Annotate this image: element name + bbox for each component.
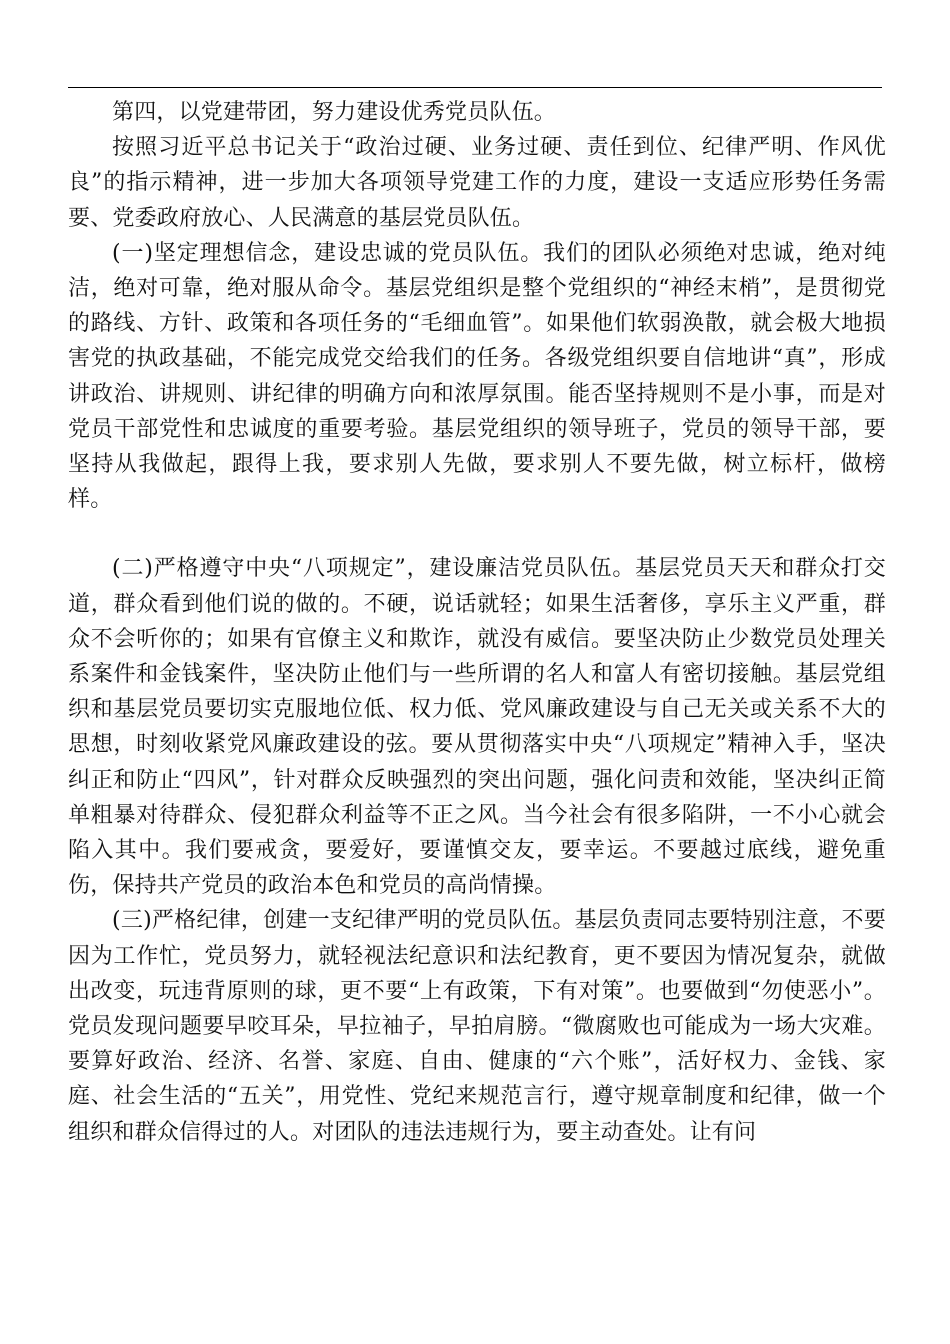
paragraph-point-2: (二)严格遵守中央“八项规定”，建设廉洁党员队伍。基层党员天天和群众打交道，群众看到他们说的做的。不硬，说话就轻；如果生活奢侈，享乐主义严重，群众不会听你的；如果有官僚主义和欺诈，就没有威信。要坚决防止少数党员处理关系案件和金钱案件，坚决防止他们与一些所谓的名人和富人有密切接触。基层党组织和基层党员要切实克服地位低、权力低、党风廉政建设与自己无关或关系不大的思想，时刻收紧党风廉政建设的弦。要从贯彻落实中央“八项规定”精神入手，坚决纠正和防止“四风”，针对群众反映强烈的突出问题，强化问责和效能，坚决纠正简单粗暴对待群众、侵犯群众利益等不正之风。当今社会有很多陷阱，一不小心就会陷入其中。我们要戒贪，要爱好，要谨慎交友，要幸运。不要越过底线，避免重伤，保持共产党员的政治本色和党员的高尚情操。 bbox=[68, 556, 886, 899]
paragraph-point-1: (一)坚定理想信念，建设忠诚的党员队伍。我们的团队必须绝对忠诚，绝对纯洁，绝对可靠，绝对服从命令。基层党组织是整个党组织的“神经末梢”，是贯彻党的路线、方针、政策和各项任务的“毛细血管”。如果他们软弱涣散，就会极大地损害党的执政基础，不能完成党交给我们的任务。各级党组织要自信地讲“真”，形成讲政治、讲规则、讲纪律的明确方向和浓厚氛围。能否坚持规则不是小事，而是对党员干部党性和忠诚度的重要考验。基层党组织的领导班子，党员的领导干部，要坚持从我做起，跟得上我，要求别人先做，要求别人不要先做，树立标杆，做榜样。 bbox=[68, 240, 886, 513]
header-rule bbox=[68, 87, 882, 88]
document-body bbox=[68, 95, 886, 1150]
paragraph-point-3: (三)严格纪律，创建一支纪律严明的党员队伍。基层负责同志要特别注意，不要因为工作忙，党员努力，就轻视法纪意识和法纪教育，更不要因为情况复杂，就做出改变，玩违背原则的球，更不要“上有政策，下有对策”。也要做到“勿使恶小”。党员发现问题要早咬耳朵，早拉袖子，早拍肩膀。“微腐败也可能成为一场大灾难。要算好政治、经济、名誉、家庭、自由、健康的“六个账”，活好权力、金钱、家庭、社会生活的“五关”，用党性、党纪来规范言行，遵守规章制度和纪律，做一个组织和群众信得过的人。对团队的违法违规行为，要主动查处。让有问 bbox=[68, 908, 886, 1145]
paragraph-intro: 按照习近平总书记关于“政治过硬、业务过硬、责任到位、纪律严明、作风优良”的指示精神，进一步加大各项领导党建工作的力度，建设一支适应形势任务需要、党委政府放心、人民满意的基层党员队伍。 bbox=[68, 135, 886, 231]
section-heading: 第四，以党建带团，努力建设优秀党员队伍。 bbox=[112, 100, 557, 125]
